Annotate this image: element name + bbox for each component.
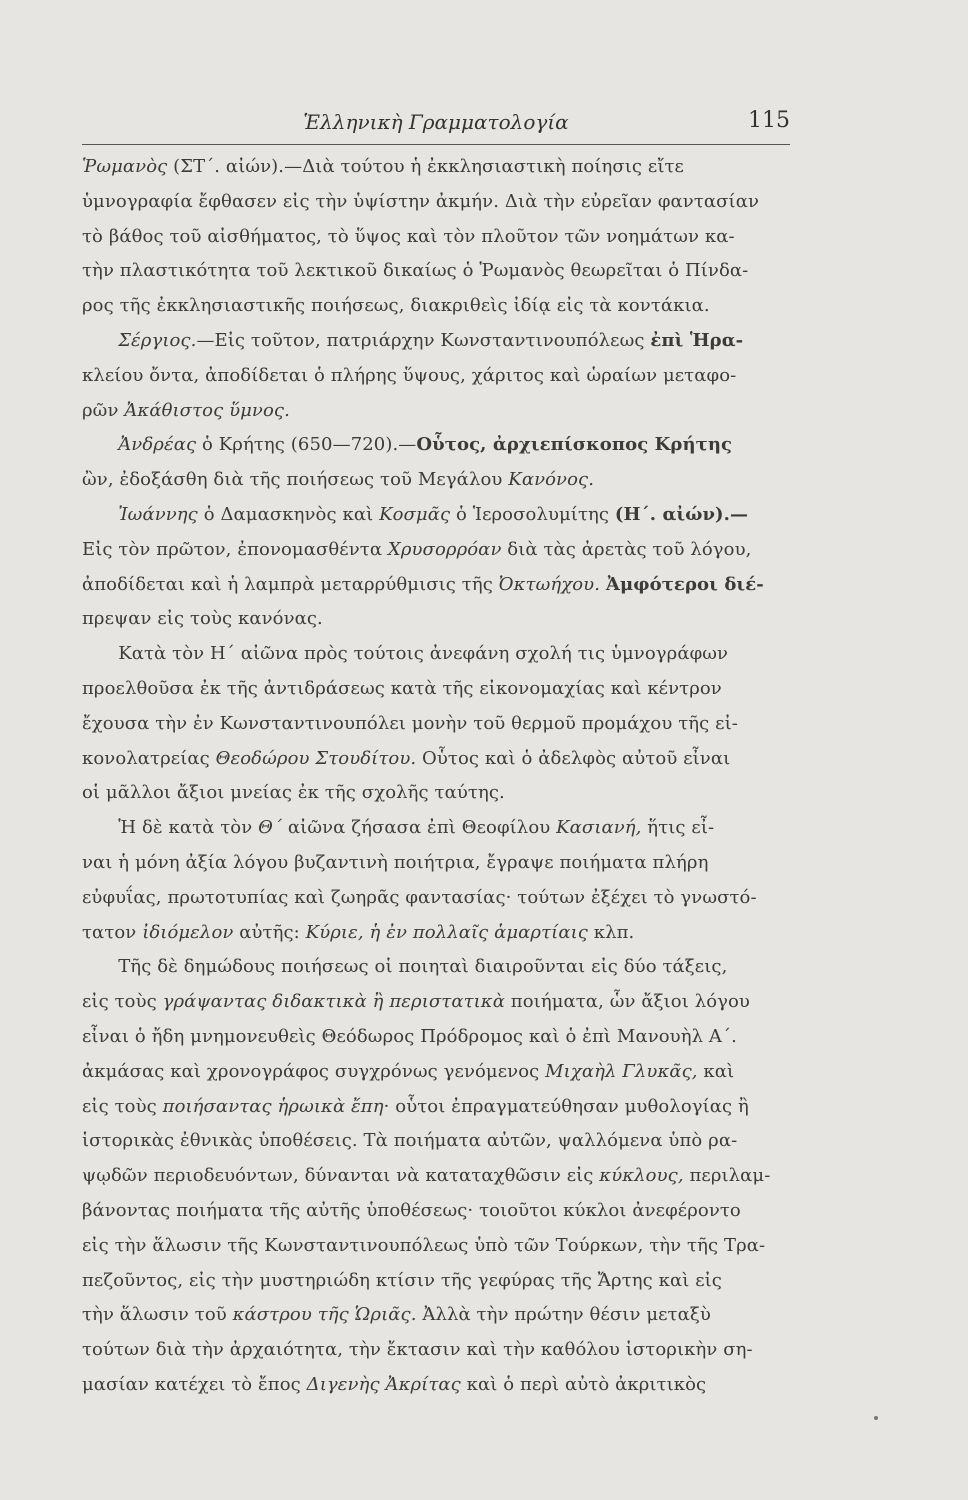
text-run: κονολατρείας <box>82 747 216 769</box>
text-run: πεζοῦντος, εἰς τὴν μυστηριώδη κτίσιν τῆς γεφύρας τῆς Ἄρτης καὶ εἰς <box>82 1269 722 1291</box>
text-run: οἱ μᾶλλοι ἄξιοι μνείας ἐκ τῆς σχολῆς ταύτης. <box>82 782 505 804</box>
text-line <box>82 602 790 637</box>
text-run: ἐπὶ Ἡρα- <box>650 329 744 351</box>
text-run: τὴν πλαστικότητα τοῦ λεκτικοῦ δικαίως ὁ Ῥωμανὸς θεωρεῖται ὁ Πίνδα- <box>82 260 749 282</box>
page-header <box>82 104 790 145</box>
text-line <box>82 324 790 359</box>
text-run <box>82 504 118 525</box>
text-line <box>82 1298 790 1333</box>
text-run: Ἀνδρέας <box>118 434 197 456</box>
text-line <box>82 1229 790 1264</box>
text-run: Χρυσορρόαν <box>387 538 502 560</box>
text-run: περιλαμ- <box>683 1165 771 1187</box>
text-run: κάστρου τῆς Ὡριᾶς. <box>232 1304 417 1326</box>
text-line <box>82 568 790 603</box>
text-run: μασίαν κατέχει τὸ ἔπος <box>82 1373 307 1395</box>
text-line <box>82 637 790 672</box>
text-run: ἀκμάσας καὶ χρονογράφος συγχρόνως γενόμενος <box>82 1060 546 1082</box>
text-line <box>82 1194 790 1229</box>
text-line <box>82 428 790 463</box>
text-line <box>82 463 790 498</box>
text-run: ὁ Δαμασκηνὸς καὶ <box>197 503 380 525</box>
text-line <box>82 811 790 846</box>
text-run: εἰς τὴν ἅλωσιν τῆς Κωνσταντινουπόλεως ὑπὸ τῶν Τούρκων, τὴν τῆς Τρα- <box>82 1234 766 1256</box>
text-line <box>82 1159 790 1194</box>
text-run: Τῆς δὲ δημώδους ποιήσεως οἱ ποιηταὶ διαιροῦνται εἰς δύο τάξεις, <box>82 956 728 978</box>
text-run: Θ΄ <box>258 817 283 839</box>
text-line <box>82 1124 790 1159</box>
text-run: ὁ Ἱεροσολυμίτης <box>450 503 615 525</box>
text-run: Ἀκάθιστος ὕμνος. <box>124 399 290 421</box>
text-run: ψῳδῶν περιοδευόντων, δύνανται νὰ καταταχθῶσιν εἰς <box>82 1165 600 1187</box>
text-line <box>82 289 790 324</box>
text-run: Ἡ δὲ κατὰ τὸν <box>82 817 259 839</box>
text-run: ἥτις εἶ- <box>641 817 715 839</box>
text-run: καὶ <box>697 1060 735 1082</box>
text-line <box>82 150 790 185</box>
text-run: Σέργιος. <box>118 329 197 351</box>
text-run: Θεοδώρου Στουδίτου. <box>215 747 417 769</box>
text-line <box>82 916 790 951</box>
text-run: τατον <box>82 921 143 943</box>
text-run: εἰς τοὺς <box>82 1095 163 1117</box>
text-run: αἰῶνα ζήσασα ἐπὶ Θεοφίλου <box>282 817 557 839</box>
text-line <box>82 1368 790 1403</box>
text-run: Ἀμφότεροι διέ- <box>605 573 764 595</box>
text-run: ὢν, ἐδοξάσθη διὰ τῆς ποιήσεως τοῦ Μεγάλου <box>82 469 509 491</box>
text-line <box>82 776 790 811</box>
body-text <box>82 150 790 1403</box>
text-run: διὰ τὰς ἀρετὰς τοῦ λόγου, <box>501 538 752 560</box>
text-line <box>82 1090 790 1125</box>
text-run: Ἀλλὰ τὴν πρώτην θέσιν μεταξὺ <box>416 1304 711 1326</box>
text-run: · οὗτοι ἐπραγματεύθησαν μυθολογίας ἢ <box>383 1095 749 1117</box>
text-run: ὁ Κρήτης (650—720).— <box>196 434 417 456</box>
text-line <box>82 533 790 568</box>
text-run: (ΣΤ΄. αἰών).—Διὰ τούτου ἡ ἐκκλησιαστικὴ ποίησις εἴτε <box>167 156 684 177</box>
text-run: ἀποδίδεται καὶ ἡ λαμπρὰ μεταρρύθμισις τῆς <box>82 573 499 595</box>
text-line <box>82 394 790 429</box>
text-run: Ῥωμανὸς <box>82 156 168 177</box>
running-title: Ἑλληνικὴ Γραμματολογία <box>303 110 569 134</box>
text-run: ποιήματα, ὧν ἄξιοι λόγου <box>504 991 750 1013</box>
text-run: ὑμνογραφία ἔφθασεν εἰς τὴν ὑψίστην ἀκμήν. Διὰ τὴν εὐρεῖαν φαντασίαν <box>82 190 760 212</box>
text-run: καὶ ὁ περὶ αὐτὸ ἀκριτικὸς <box>460 1373 707 1395</box>
text-line <box>82 707 790 742</box>
text-run: πρεψαν εἰς τοὺς κανόνας. <box>82 608 323 630</box>
text-line <box>82 1264 790 1299</box>
text-run: ἱστορικὰς ἐθνικὰς ὑποθέσεις. Τὰ ποιήματα αὐτῶν, ψαλλόμενα ὑπὸ ρα- <box>82 1130 738 1152</box>
text-line <box>82 359 790 394</box>
text-run: Ὀκτωήχου. <box>498 573 601 595</box>
text-run: τὴν ἅλωσιν τοῦ <box>82 1304 233 1326</box>
text-run: βάνοντας ποιήματα τῆς αὐτῆς ὑποθέσεως· τοιοῦτοι κύκλοι ἀνεφέροντο <box>82 1199 741 1221</box>
text-line <box>82 846 790 881</box>
text-run: Κοσμᾶς <box>379 503 451 525</box>
text-line <box>82 950 790 985</box>
text-run: —Εἰς τοῦτον, πατριάρχην Κωνσταντινουπόλεως <box>196 329 651 351</box>
text-run: ποιήσαντας ἡρωικὰ ἔπη <box>162 1095 384 1117</box>
text-run: Εἰς τὸν πρῶτον, ἐπονομασθέντα <box>82 538 388 560</box>
text-line <box>82 1055 790 1090</box>
text-run: ρῶν <box>82 399 125 421</box>
text-run <box>82 434 118 455</box>
text-run: εἰς τοὺς <box>82 991 163 1013</box>
page-number: 115 <box>748 108 790 133</box>
text-line <box>82 672 790 707</box>
text-run: αὐτῆς: <box>233 921 306 943</box>
text-line <box>82 185 790 220</box>
text-run: κλείου ὄντα, ἀποδίδεται ὁ πλήρης ὕψους, χάριτος καὶ ὡραίων μεταφο- <box>82 364 737 386</box>
text-run: (Η΄. αἰών).— <box>614 503 749 525</box>
text-run: Μιχαὴλ Γλυκᾶς, <box>545 1060 698 1082</box>
text-run: κλπ. <box>587 921 635 943</box>
text-run: ναι ἡ μόνη ἀξία λόγου βυζαντινὴ ποιήτρια, ἔγραψε ποιήματα πλήρη <box>82 851 709 873</box>
text-line <box>82 881 790 916</box>
text-run: Οὗτος, ἀρχιεπίσκοπος Κρήτης <box>416 434 733 456</box>
paper-speck <box>874 1416 878 1420</box>
text-run: τούτων διὰ τὴν ἀρχαιότητα, τὴν ἔκτασιν καὶ τὴν καθόλου ἱστορικὴν ση- <box>82 1339 753 1361</box>
text-line <box>82 1333 790 1368</box>
text-run: ἰδιόμελον <box>142 921 234 943</box>
text-run: Κύριε, ἡ ἐν πολλαῖς ἁμαρτίαις <box>305 921 588 943</box>
text-line <box>82 498 790 533</box>
text-run: Διγενὴς Ἀκρίτας <box>306 1373 461 1395</box>
text-line <box>82 985 790 1020</box>
text-run: Κασιανή, <box>556 817 642 839</box>
text-line <box>82 254 790 289</box>
text-line <box>82 742 790 777</box>
text-run: Ἰωάννης <box>118 503 198 525</box>
text-run: Κανόνος. <box>508 469 595 491</box>
text-run: Οὗτος καὶ ὁ ἀδελφὸς αὐτοῦ εἶναι <box>416 747 731 769</box>
text-run: ἔχουσα τὴν ἐν Κωνσταντινουπόλει μονὴν τοῦ θερμοῦ προμάχου τῆς εἰ- <box>82 712 738 734</box>
text-run: τὸ βάθος τοῦ αἰσθήματος, τὸ ὕψος καὶ τὸν πλοῦτον τῶν νοημάτων κα- <box>82 225 735 247</box>
text-run: Κατὰ τὸν Η΄ αἰῶνα πρὸς τούτοις ἀνεφάνη σχολή τις ὑμνογράφων <box>82 643 729 665</box>
text-run: προελθοῦσα ἐκ τῆς ἀντιδράσεως κατὰ τῆς εἰκονομαχίας καὶ κέντρον <box>82 677 722 699</box>
text-run <box>82 330 118 351</box>
text-run: γράψαντας διδακτικὰ ἢ περιστατικὰ <box>162 991 505 1013</box>
text-run: ρος τῆς ἐκκλησιαστικῆς ποιήσεως, διακριθεὶς ἰδίᾳ εἰς τὰ κοντάκια. <box>82 295 710 317</box>
text-line <box>82 220 790 255</box>
text-line <box>82 1020 790 1055</box>
text-run: εὐφυΐας, πρωτοτυπίας καὶ ζωηρᾶς φαντασίας· τούτων ἐξέχει τὸ γνωστό- <box>82 886 757 908</box>
text-run: κύκλους, <box>599 1165 684 1187</box>
text-run: εἶναι ὁ ἤδη μνημονευθεὶς Θεόδωρος Πρόδρομος καὶ ὁ ἐπὶ Μανουὴλ Α΄. <box>82 1025 737 1047</box>
